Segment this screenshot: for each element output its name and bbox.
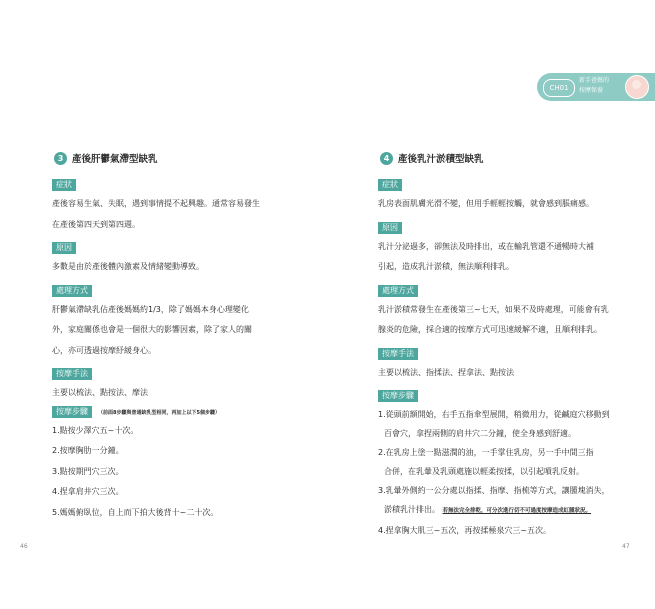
section-header: [378, 148, 628, 168]
symptom-text-line: 在產後第四天到第四週。: [52, 219, 140, 229]
treatment-text-line: 心，亦可透過按摩紓緩身心。: [52, 345, 156, 355]
method-label: 按摩手法: [52, 368, 92, 380]
step-warning-note: 若無法完全排乾，可分次進行切不可過度按摩造成紅腫狀況。: [442, 508, 592, 514]
baby-illustration-icon: [625, 75, 649, 99]
left-page-section: [52, 148, 302, 523]
step-item: 5.媽媽俯臥位，自上而下拍大後背十~二十次。: [52, 507, 219, 517]
section-number-badge: 3: [54, 152, 67, 165]
chapter-title-line2: 按摩保養: [579, 87, 604, 94]
symptom-label: 症狀: [52, 179, 76, 191]
step-text: 淤積乳汁排出。: [384, 505, 440, 514]
treatment-text-line: 肝鬱氣滯缺乳佔產後媽媽約1/3，除了媽媽本身心理變化: [52, 304, 249, 314]
section-number-badge: 4: [380, 152, 393, 165]
chapter-chip: CH01: [543, 79, 575, 97]
steps-note: （前面8步驟與普通缺乳型相同，再加上以下5個步驟）: [98, 409, 220, 416]
method-text-line: 主要以梳法、點按法、摩法: [52, 388, 148, 397]
step-item: 2.按摩胸肋一分鐘。: [52, 446, 124, 455]
section-title: 產後肝鬱氣滯型缺乳: [72, 154, 158, 165]
step-item: 4.捏拿胸大肌三~五次，再按揉極泉穴三~五次。: [378, 526, 552, 535]
symptom-text-line: 產後容易生氣、失眠，遇到事情提不起興趣。通常容易發生: [52, 199, 260, 208]
cause-text-line: 乳汁分泌過多，卻無法及時排出，或在輸乳管還不通暢時大補: [378, 241, 594, 251]
step-item: 2.在乳房上塗一點滋潤的油，一手掌住乳房，另一手中間三指: [378, 448, 594, 457]
symptom-label: 症狀: [378, 179, 402, 191]
section-header: [52, 148, 302, 168]
method-text-line: 主要以梳法、指揉法、捏拿法、點按法: [378, 367, 514, 377]
step-item: 3.點按期門穴三次。: [52, 466, 124, 476]
step-item: [378, 500, 628, 521]
treatment-label: 處理方式: [378, 285, 418, 297]
chapter-title-line1: 新手爸媽的: [579, 77, 610, 84]
cause-text-line: 多數是由於產後體內激素及情緒變動導致。: [52, 262, 204, 271]
chapter-tab: [537, 73, 655, 101]
treatment-text-line: 外，家庭關係也會是一個很大的影響因素，除了家人的關: [52, 325, 252, 334]
step-item: 4.捏拿肩井穴三次。: [52, 487, 124, 496]
treatment-label: 處理方式: [52, 285, 92, 297]
steps-label: 按摩步驟: [52, 406, 92, 418]
treatment-text-line: 腺炎的危險，採合適的按摩方式可迅速緩解不適，且順利排乳。: [378, 325, 602, 334]
step-item: 1.點按少澤穴五~十次。: [52, 425, 139, 435]
method-label: 按摩手法: [378, 348, 418, 360]
step-item: 百會穴，拿捏兩側的肩井穴二分鐘，使全身感到舒適。: [384, 429, 576, 438]
steps-label: 按摩步驟: [378, 390, 418, 402]
step-item: 3.乳暈外側約一公分處以指揉、指摩、指梳等方式，讓腫塊消失，: [378, 486, 610, 495]
step-item: 合併，在乳暈及乳頭處施以輕柔按揉，以引起噴乳反射。: [384, 467, 584, 476]
steps-label-row: [52, 404, 302, 421]
step-item: 1.從頭前額開始，右手五指傘型展開，稍微用力，從鹹庭穴移動到: [378, 410, 610, 419]
treatment-text-line: 乳汁淤積常發生在產後第三~七天，如果不及時處理，可能會有乳: [378, 304, 609, 314]
cause-label: 原因: [378, 222, 402, 234]
symptom-text-line: 乳房表面肌膚光滑不變，但用手輕輕按觸，就會感到脹痛感。: [378, 199, 594, 208]
chapter-title: [579, 76, 619, 96]
right-page-section: [378, 148, 628, 540]
cause-label: 原因: [52, 242, 76, 254]
page-number-right: 47: [622, 543, 630, 550]
page-number-left: 46: [20, 543, 28, 550]
section-title: 產後乳汁淤積型缺乳: [398, 154, 484, 165]
cause-text-line: 引起，造成乳汁淤積，無法順利排乳。: [378, 262, 514, 271]
